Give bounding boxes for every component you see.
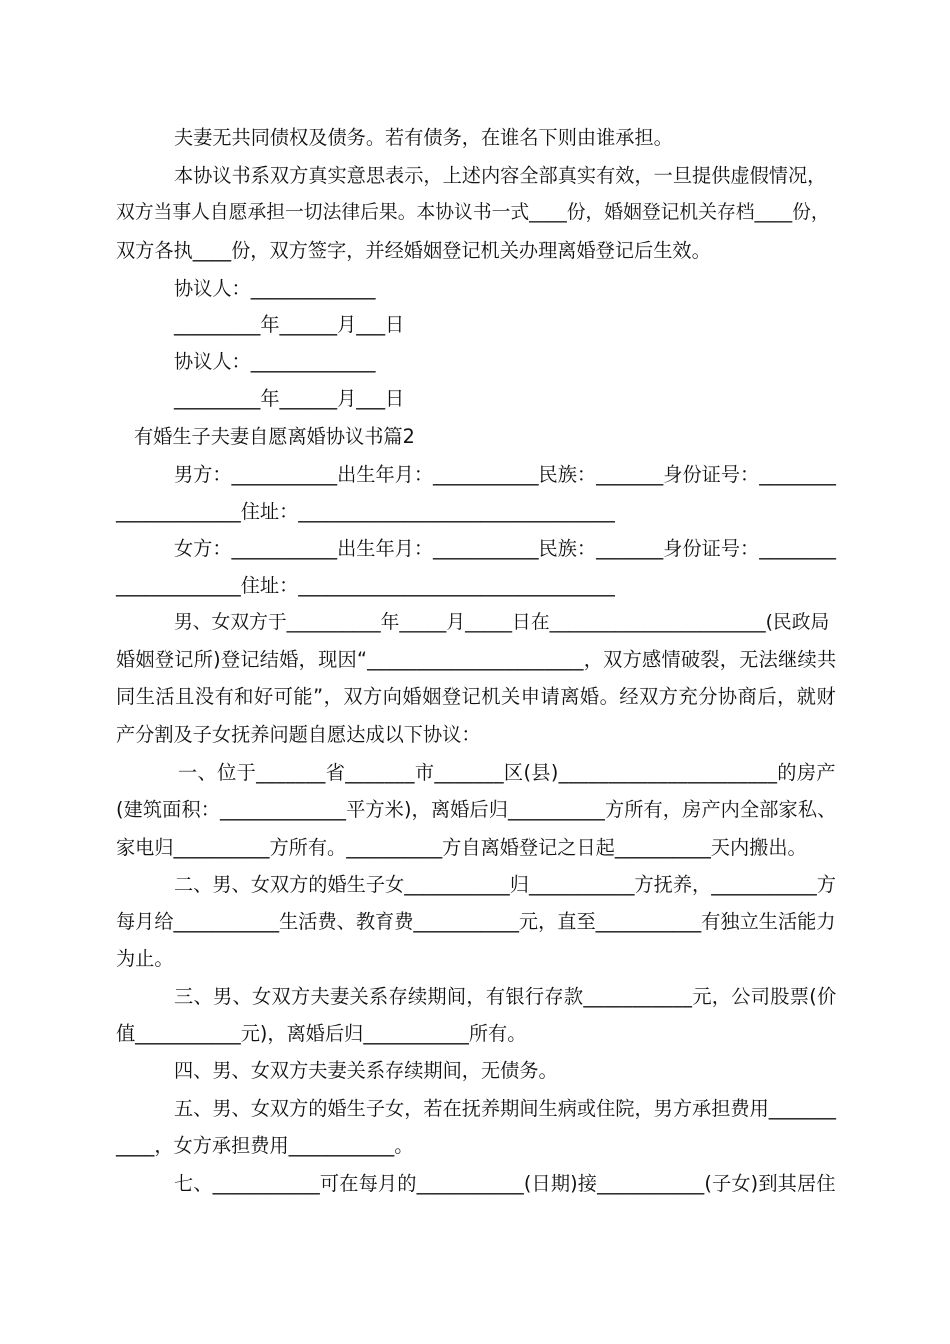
signatory-line-2: 协议人：_____________	[174, 350, 376, 373]
date-line-2: _________年______月___日	[174, 387, 405, 410]
clause-2-line-3: 为止。	[116, 947, 174, 970]
clause-1-line-2: (建筑面积：_____________平方米)，离婚后归__________方所有，房产内全部家私、	[116, 798, 837, 821]
clause-5-line-1: 五、男、女双方的婚生子女，若在抚养期间生病或住院，男方承担费用_______	[174, 1097, 836, 1120]
clause-3-line-2: 值___________元)，离婚后归___________所有。	[116, 1022, 527, 1045]
clause-4-line-1: 四、男、女双方夫妻关系存续期间，无债务。	[174, 1059, 558, 1082]
clause-5-line-2: ____，女方承担费用___________。	[116, 1134, 414, 1157]
clause-1-line-3: 家电归__________方所有。__________方自离婚登记之日起__________天内搬出。	[116, 836, 807, 859]
text-line-16: 同生活且没有和好可能”，双方向婚姻登记机关申请离婚。经双方充分协商后，就财	[116, 685, 837, 708]
clause-7-line-1: 七、___________可在每月的___________(日期)接___________(子女)到其居住	[174, 1172, 836, 1195]
clause-1-line-1: 一、位于_______省_______市_______区(县)______________________的房产	[178, 761, 836, 784]
text-line-17: 产分割及子女抚养问题自愿达成以下协议：	[116, 723, 481, 746]
clause-2-line-2: 每月给___________生活费、教育费___________元，直至___________有独立生活能力	[116, 910, 836, 933]
female-info-line: 女方：___________出生年月：___________民族：_______身份证号：________	[174, 537, 836, 560]
signatory-line-1: 协议人：_____________	[174, 277, 376, 300]
text-line-14: 男、女双方于__________年_____月_____日在_______________________(民政局	[174, 612, 830, 633]
female-address-line: _____________住址：_________________________________	[116, 574, 615, 597]
text-line-2: 本协议书系双方真实意思表示，上述内容全部真实有效，一旦提供虚假情况，	[174, 164, 827, 187]
date-line-1: _________年______月___日	[174, 313, 405, 336]
clause-2-line-1: 二、男、女双方的婚生子女___________归___________方抚养，___________方	[174, 873, 836, 896]
text-line-3: 双方当事人自愿承担一切法律后果。本协议书一式____份，婚姻登记机关存档____份，	[116, 202, 830, 223]
male-info-line: 男方：___________出生年月：___________民族：_______身份证号：________	[174, 463, 836, 486]
male-address-line: _____________住址：_________________________________	[116, 500, 615, 523]
text-line-4: 双方各执____份，双方签字，并经婚姻登记机关办理离婚登记后生效。	[116, 239, 711, 262]
section-title: 有婚生子夫妻自愿离婚协议书篇2	[134, 425, 415, 448]
clause-3-line-1: 三、男、女双方夫妻关系存续期间，有银行存款___________元，公司股票(价	[174, 985, 837, 1008]
text-line-1: 夫妻无共同债权及债务。若有债务，在谁名下则由谁承担。	[174, 126, 673, 149]
text-line-15: 婚姻登记所)登记结婚，现因“______________________，双方感情破裂，无法继续共	[116, 648, 837, 671]
